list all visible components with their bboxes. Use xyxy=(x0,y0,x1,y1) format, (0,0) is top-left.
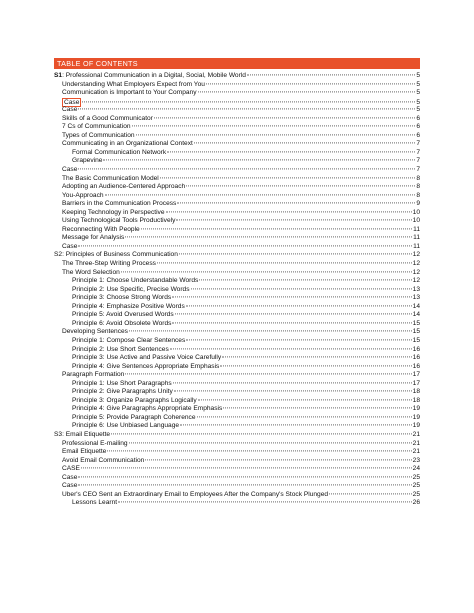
dot-leader xyxy=(186,339,411,340)
toc-page-number: 7 xyxy=(416,157,420,165)
toc-page-number: 25 xyxy=(412,482,420,490)
toc-list xyxy=(54,72,420,508)
toc-entry[interactable] xyxy=(54,328,420,337)
toc-entry[interactable] xyxy=(54,286,420,295)
toc-page-number: 11 xyxy=(413,242,420,250)
dot-leader xyxy=(129,442,412,443)
toc-page-number: 26 xyxy=(412,499,420,507)
toc-entry-text: You-Approach xyxy=(62,191,104,199)
dot-leader xyxy=(186,305,412,306)
toc-entry-text: The Word Selection xyxy=(62,268,120,276)
toc-entry-text: Principle 5: Avoid Overused Words xyxy=(72,311,174,319)
toc-entry-text: Paragraph Formation xyxy=(62,371,125,379)
toc-page-number: 12 xyxy=(412,268,420,276)
dot-leader xyxy=(186,186,415,187)
toc-page-number: 13 xyxy=(412,294,420,302)
toc-entry[interactable] xyxy=(54,371,420,380)
toc-page-number: 5 xyxy=(416,98,420,106)
dot-leader xyxy=(179,254,412,255)
dot-leader xyxy=(175,314,412,315)
toc-entry[interactable] xyxy=(54,72,420,81)
dot-leader xyxy=(329,493,412,494)
toc-entry[interactable] xyxy=(54,200,420,209)
toc-page-number: 12 xyxy=(412,251,420,259)
toc-entry-title xyxy=(62,166,77,175)
toc-page-number: 9 xyxy=(416,200,420,208)
toc-page-number: 6 xyxy=(416,114,420,122)
toc-entry[interactable] xyxy=(54,474,420,483)
toc-page-number: 11 xyxy=(413,225,420,233)
toc-entry-title xyxy=(72,157,102,166)
toc-entry-title xyxy=(62,226,140,235)
toc-entry[interactable] xyxy=(54,277,420,286)
toc-entry-title xyxy=(72,388,173,397)
dot-leader xyxy=(173,382,412,383)
toc-entry-title xyxy=(54,431,110,440)
toc-entry[interactable] xyxy=(54,388,420,397)
toc-entry-text: Uber's CEO Sent an Extraordinary Email to Employees After the Company's Stock Plunged xyxy=(62,490,329,498)
toc-entry-title xyxy=(62,474,77,483)
toc-entry-title xyxy=(62,217,175,226)
toc-entry-title xyxy=(62,89,197,98)
toc-entry-text: The Three-Step Writing Process xyxy=(62,260,156,268)
dot-leader xyxy=(223,408,411,409)
toc-page-number: 21 xyxy=(412,439,420,447)
toc-entry-text: Lessons Learnt xyxy=(72,499,118,507)
toc-entry-title xyxy=(62,200,176,209)
toc-entry[interactable] xyxy=(54,115,420,124)
toc-page-number: 25 xyxy=(412,473,420,481)
dot-leader xyxy=(180,425,412,426)
toc-entry-title xyxy=(54,251,178,260)
dot-leader xyxy=(78,245,412,246)
toc-entry-text: Keeping Technology in Perspective xyxy=(62,208,165,216)
toc-page-number: 8 xyxy=(416,191,420,199)
toc-entry-text: Principle 2: Use Short Sentences xyxy=(72,345,169,353)
toc-page-number: 6 xyxy=(416,123,420,131)
dot-leader xyxy=(177,203,415,204)
dot-leader xyxy=(141,228,412,229)
toc-entry[interactable] xyxy=(54,448,420,457)
toc-entry-text: Principle 2: Give Paragraphs Unity xyxy=(72,388,173,396)
toc-entry-text: Avoid Email Communication xyxy=(62,456,145,464)
toc-page-number: 7 xyxy=(416,148,420,156)
toc-page-number: 23 xyxy=(412,456,420,464)
dot-leader xyxy=(121,271,412,272)
dot-leader xyxy=(194,143,415,144)
toc-entry[interactable] xyxy=(54,397,420,406)
toc-entry-text: S2: Principles of Business Communication xyxy=(54,251,178,259)
toc-page-number: 17 xyxy=(412,371,420,379)
dot-leader xyxy=(170,348,412,349)
toc-entry-title xyxy=(54,72,246,81)
toc-entry-text: Principle 4: Give Sentences Appropriate Emphasis xyxy=(72,362,220,370)
toc-entry-title xyxy=(62,175,159,184)
toc-entry[interactable] xyxy=(54,81,420,90)
toc-entry[interactable] xyxy=(54,226,420,235)
toc-entry[interactable] xyxy=(54,175,420,184)
dot-leader xyxy=(125,237,412,238)
toc-page-number: 21 xyxy=(412,448,420,456)
toc-page-number: 15 xyxy=(412,328,420,336)
dot-leader xyxy=(157,262,412,263)
dot-leader xyxy=(132,126,416,127)
toc-entry-title xyxy=(62,115,153,124)
toc-entry-title xyxy=(62,132,135,141)
toc-entry-text: Principle 2: Use Specific, Precise Words xyxy=(72,285,190,293)
toc-page-number: 7 xyxy=(416,140,420,148)
dot-leader xyxy=(118,502,412,503)
dot-leader xyxy=(172,297,411,298)
toc-entry-title xyxy=(72,346,169,355)
toc-page-number: 11 xyxy=(413,234,420,242)
dot-leader xyxy=(206,83,415,84)
toc-entry-text: Principle 6: Use Unbiased Language xyxy=(72,422,180,430)
toc-entry[interactable] xyxy=(54,132,420,141)
toc-entry-text: Types of Communication xyxy=(62,131,135,139)
toc-entry[interactable] xyxy=(54,183,420,192)
toc-entry-title xyxy=(62,106,77,115)
toc-entry-text: Case xyxy=(62,106,78,114)
toc-entry-title xyxy=(62,328,128,337)
toc-entry[interactable] xyxy=(54,380,420,389)
dot-leader xyxy=(154,117,415,118)
toc-page-number: 12 xyxy=(412,260,420,268)
toc-entry[interactable] xyxy=(54,465,420,474)
toc-entry-text: Principle 4: Give Paragraphs Appropriate Emphasis xyxy=(72,405,223,413)
dot-leader xyxy=(167,151,415,152)
toc-entry[interactable] xyxy=(54,405,420,414)
toc-page-number: 13 xyxy=(412,285,420,293)
toc-entry-text: Case xyxy=(62,242,78,250)
toc-entry-title xyxy=(72,149,166,158)
toc-entry-text: Principle 3: Choose Strong Words xyxy=(72,294,172,302)
dot-leader xyxy=(107,450,411,451)
toc-entry-title xyxy=(62,491,328,500)
toc-entry-title xyxy=(62,209,165,218)
toc-entry[interactable] xyxy=(54,251,420,260)
toc-entry-title xyxy=(72,380,172,389)
toc-page-number: 5 xyxy=(416,106,420,114)
toc-page-number: 24 xyxy=(412,465,420,473)
toc-entry-text: Principle 6: Avoid Obsolete Words xyxy=(72,319,172,327)
toc-entry-text: Principle 5: Provide Paragraph Coherence xyxy=(72,413,196,421)
toc-page-number: 18 xyxy=(412,388,420,396)
toc-entry[interactable] xyxy=(54,217,420,226)
toc-page-number: 10 xyxy=(412,208,420,216)
dot-leader xyxy=(197,416,412,417)
toc-entry-text: : Professional Communication in a Digital, Social, Mobile World xyxy=(62,72,246,79)
dot-leader xyxy=(247,74,415,75)
toc-entry-text: CASE xyxy=(62,465,80,473)
dot-leader xyxy=(172,322,411,323)
dot-leader xyxy=(129,331,412,332)
dot-leader xyxy=(176,220,411,221)
toc-entry-title xyxy=(72,414,196,423)
toc-entry-title xyxy=(62,440,128,449)
dot-leader xyxy=(111,433,412,434)
dot-leader xyxy=(198,399,412,400)
toc-page-number: 6 xyxy=(416,131,420,139)
toc-entry-title xyxy=(72,354,221,363)
toc-entry-title xyxy=(72,294,171,303)
toc-page-number: 16 xyxy=(412,362,420,370)
toc-entry-text: Email Etiquette xyxy=(62,448,107,456)
toc-page-number: 16 xyxy=(412,345,420,353)
toc-entry[interactable] xyxy=(54,294,420,303)
toc-entry-title xyxy=(62,269,120,278)
toc-entry-text: Communication is Important to Your Company xyxy=(62,89,197,97)
toc-entry[interactable] xyxy=(54,149,420,158)
dot-leader xyxy=(198,91,416,92)
toc-entry[interactable] xyxy=(54,457,420,466)
toc-page-number: 17 xyxy=(412,379,420,387)
toc-entry-text: 7 Cs of Communication xyxy=(62,123,131,131)
dot-leader xyxy=(199,280,411,281)
toc-entry-text: Case xyxy=(64,98,80,106)
toc-page-number: 14 xyxy=(412,302,420,310)
toc-entry-title xyxy=(62,81,205,90)
dot-leader xyxy=(136,134,416,135)
toc-page-number: 8 xyxy=(416,174,420,182)
toc-entry-title xyxy=(72,499,117,508)
dot-leader xyxy=(222,356,411,357)
toc-page-number: 10 xyxy=(412,217,420,225)
dot-leader xyxy=(81,468,412,469)
toc-entry[interactable] xyxy=(54,311,420,320)
toc-entry-title xyxy=(72,405,222,414)
toc-entry[interactable] xyxy=(54,192,420,201)
toc-entry[interactable] xyxy=(54,140,420,149)
toc-entry-title xyxy=(72,422,179,431)
toc-entry-title xyxy=(62,448,106,457)
toc-page-number: 19 xyxy=(412,413,420,421)
toc-entry-title xyxy=(72,303,185,312)
toc-entry[interactable] xyxy=(54,303,420,312)
toc-entry-text: Case xyxy=(62,166,78,174)
toc-entry-title xyxy=(72,277,198,286)
toc-entry-text: Principle 1: Compose Clear Sentences xyxy=(72,336,186,344)
toc-entry-title xyxy=(72,311,174,320)
toc-entry[interactable] xyxy=(54,499,420,508)
toc-page-number: 5 xyxy=(416,72,420,79)
toc-entry[interactable] xyxy=(54,234,420,243)
toc-page-number: 5 xyxy=(416,80,420,88)
toc-entry-title xyxy=(72,337,185,346)
toc-entry[interactable] xyxy=(54,337,420,346)
toc-entry-text: Using Technological Tools Productively xyxy=(62,217,176,225)
toc-entry-text: The Basic Communication Model xyxy=(62,174,159,182)
dot-leader xyxy=(220,365,411,366)
toc-page-number: 15 xyxy=(412,336,420,344)
toc-page-number: 16 xyxy=(412,354,420,362)
toc-entry[interactable] xyxy=(54,166,420,175)
toc-entry[interactable] xyxy=(54,209,420,218)
toc-entry-text: Barriers in the Communication Process xyxy=(62,200,177,208)
toc-entry[interactable] xyxy=(54,422,420,431)
toc-entry[interactable] xyxy=(54,260,420,269)
toc-entry[interactable] xyxy=(54,431,420,440)
toc-page-number: 15 xyxy=(412,319,420,327)
toc-entry[interactable] xyxy=(54,320,420,329)
toc-entry-text: Professional E-mailing xyxy=(62,439,128,447)
toc-entry-title xyxy=(72,320,171,329)
toc-entry[interactable] xyxy=(54,414,420,423)
toc-entry[interactable] xyxy=(54,346,420,355)
dot-leader xyxy=(78,168,415,169)
toc-entry-title xyxy=(72,286,190,295)
toc-entry[interactable] xyxy=(54,269,420,278)
toc-entry[interactable] xyxy=(54,98,420,107)
toc-entry-text: Communicating in an Organizational Context xyxy=(62,140,193,148)
toc-entry-text: Message for Analysis xyxy=(62,234,125,242)
toc-entry-title xyxy=(62,465,80,474)
toc-entry-title xyxy=(72,363,219,372)
toc-entry[interactable] xyxy=(54,157,420,166)
toc-entry-text: Skills of a Good Communicator xyxy=(62,114,153,122)
toc-page-number: 19 xyxy=(412,422,420,430)
toc-entry[interactable] xyxy=(54,440,420,449)
toc-entry-text: Principle 4: Emphasize Positive Words xyxy=(72,302,185,310)
toc-entry-text: Principle 3: Organize Paragraphs Logically xyxy=(72,396,197,404)
toc-entry-text: Grapevine xyxy=(72,157,103,165)
toc-entry-title xyxy=(62,192,104,201)
toc-section-number: S1 xyxy=(54,72,63,79)
toc-entry-text: Case xyxy=(62,473,78,481)
toc-entry-title xyxy=(62,260,156,269)
toc-entry-title xyxy=(62,234,124,243)
toc-entry-title xyxy=(62,482,77,491)
toc-entry-text: Principle 1: Choose Understandable Words xyxy=(72,277,199,285)
toc-entry[interactable] xyxy=(54,243,420,252)
toc-entry[interactable] xyxy=(54,354,420,363)
dot-leader xyxy=(78,109,415,110)
toc-entry-title xyxy=(62,371,124,380)
toc-entry[interactable] xyxy=(54,106,420,115)
toc-entry-text: S3: Email Etiquette xyxy=(54,430,111,438)
toc-entry-title xyxy=(62,243,77,252)
dot-leader xyxy=(103,160,415,161)
toc-entry-text: Developing Sentences xyxy=(62,328,128,336)
toc-entry[interactable] xyxy=(54,123,420,132)
toc-entry-text: Reconnecting With People xyxy=(62,225,140,233)
toc-page-number: 8 xyxy=(416,183,420,191)
dot-leader xyxy=(191,288,412,289)
toc-entry[interactable] xyxy=(54,482,420,491)
toc-entry[interactable] xyxy=(54,363,420,372)
toc-entry-title xyxy=(62,140,193,149)
toc-header: TABLE OF CONTENTS xyxy=(54,58,420,69)
toc-entry-title xyxy=(72,397,197,406)
dot-leader xyxy=(78,476,411,477)
toc-entry-text: Case xyxy=(62,482,78,490)
toc-page-number: 7 xyxy=(416,166,420,174)
toc-page-number: 5 xyxy=(416,89,420,97)
toc-entry[interactable] xyxy=(54,89,420,98)
toc-page-number: 21 xyxy=(412,430,420,438)
toc-page-number: 12 xyxy=(412,277,420,285)
dot-leader xyxy=(166,211,412,212)
toc-entry[interactable] xyxy=(54,491,420,500)
toc-entry-text: Understanding What Employers Expect from You xyxy=(62,80,205,88)
toc-entry-title xyxy=(62,123,131,132)
toc-entry-text: Principle 1: Use Short Paragraphs xyxy=(72,379,172,387)
toc-page-number: 18 xyxy=(412,396,420,404)
dot-leader xyxy=(125,374,411,375)
toc-entry-title xyxy=(62,457,144,466)
dot-leader xyxy=(82,101,415,102)
toc-entry-text: Formal Communication Network xyxy=(72,148,167,156)
dot-leader xyxy=(78,485,411,486)
dot-leader xyxy=(145,459,411,460)
toc-page-number: 25 xyxy=(412,490,420,498)
toc-entry-text: Principle 3: Use Active and Passive Voice Carefully xyxy=(72,354,222,362)
toc-page-number: 14 xyxy=(412,311,420,319)
toc-page-number: 19 xyxy=(412,405,420,413)
toc-entry-text: Adopting an Audience-Centered Approach xyxy=(62,183,186,191)
dot-leader xyxy=(174,391,412,392)
dot-leader xyxy=(160,177,416,178)
dot-leader xyxy=(105,194,416,195)
toc-entry-title xyxy=(62,183,185,192)
